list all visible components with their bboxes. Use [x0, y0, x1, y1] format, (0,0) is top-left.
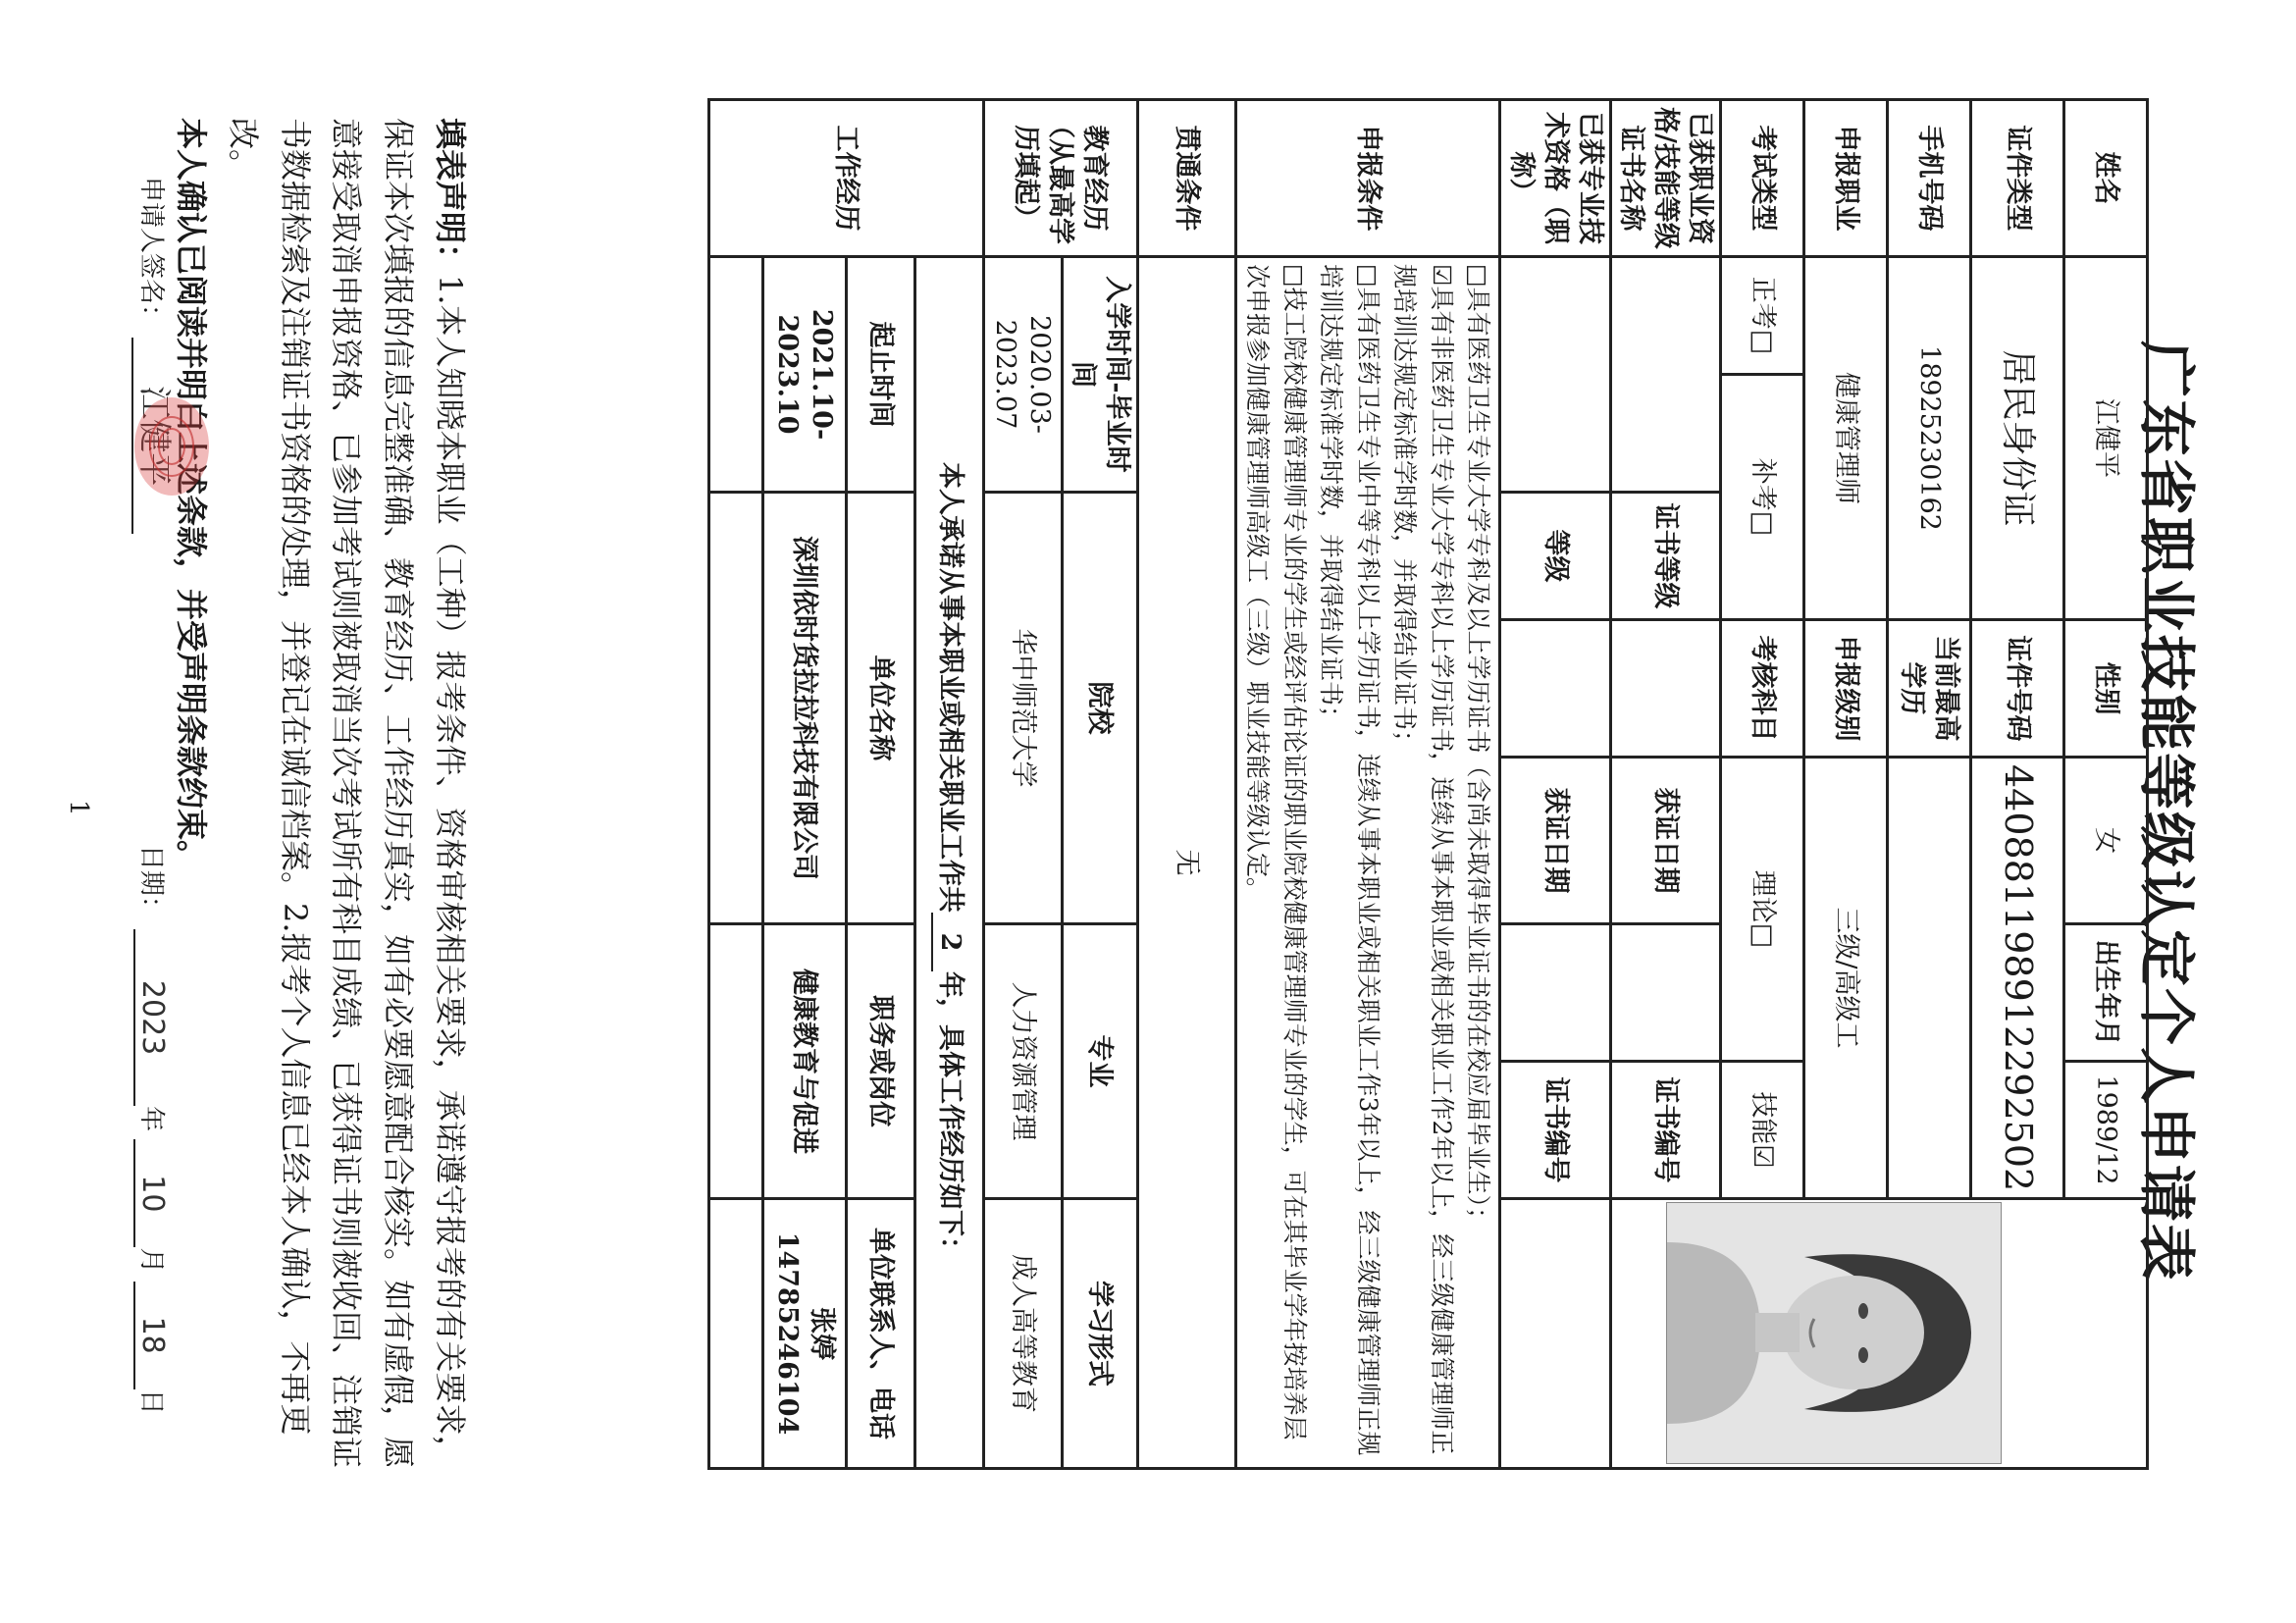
work-company: 深圳依时货拉拉科技有限公司	[762, 493, 846, 924]
work-header-company: 单位名称	[846, 493, 914, 924]
phone-label: 手机号码	[1888, 100, 1971, 257]
condition-item[interactable]: □具有医药卫生专业中等专科以上学历证书，连续从事本职业或相关职业工作3年以上，经三级健康管理师正规培训达规定标准学时数，并取得结业证书；	[1317, 264, 1383, 1456]
declaration-confirm: 本人确认已阅读并明白上述条款，并受声明条款约束。	[173, 118, 211, 872]
education-label: 教育经历（从最高学历填起）	[983, 100, 1137, 257]
subject-option-2[interactable]: 技能☑	[1721, 1062, 1804, 1199]
name-label: 姓名	[2064, 100, 2148, 257]
through-value: 无	[1137, 257, 1235, 1469]
cert-level-label: 证书等级	[1610, 493, 1720, 620]
exam-type-option-1[interactable]: 正考□	[1721, 257, 1804, 375]
fingerprint-mark	[128, 393, 216, 500]
level2-label: 等级	[1500, 493, 1610, 620]
work-time: 2021.10-2023.10	[762, 257, 846, 493]
edu-value	[1888, 758, 1971, 1199]
application-table	[707, 98, 2149, 1470]
declaration	[165, 118, 476, 1472]
work-position: 健康教育与促进	[762, 924, 846, 1199]
work-contact: 张婷 14785246104	[762, 1199, 846, 1469]
subject-option-1[interactable]: 理论□	[1721, 758, 1804, 1062]
id-no-label: 证件号码	[1971, 620, 2064, 758]
through-label: 贯通条件	[1137, 100, 1235, 257]
job-value: 健康管理师	[1804, 257, 1888, 620]
table-row	[983, 100, 1062, 1469]
qualification-label: 已获职业资格/技能等级证书名称	[1610, 100, 1720, 257]
exam-type-label: 考试类型	[1721, 100, 1804, 257]
work-empty-cell	[708, 493, 762, 924]
id-no-value: 440881198912292502	[1971, 758, 2064, 1199]
commit-prefix: 本人承诺从事本职业或相关职业工作共	[934, 462, 965, 913]
date-label: 日期：	[136, 844, 166, 921]
work-header-contact: 单位联系人、电话	[846, 1199, 914, 1469]
work-empty-cell	[708, 924, 762, 1199]
edu-header-school: 院校	[1062, 493, 1137, 924]
edu-header-form: 学习形式	[1062, 1199, 1137, 1469]
gender-value: 女	[2064, 758, 2148, 924]
work-empty-cell	[708, 257, 762, 493]
work-commitment	[914, 257, 983, 1469]
photo-cell	[1610, 1199, 2147, 1469]
id-type-label: 证件类型	[1971, 100, 2064, 257]
qualification-value	[1610, 257, 1720, 493]
month-unit: 月	[136, 1247, 166, 1274]
day-unit: 日	[136, 1388, 166, 1415]
sign-label: 申请人签名：	[136, 177, 166, 331]
edu-label: 当前最高学历	[1888, 620, 1971, 758]
table-row	[762, 100, 846, 1469]
page-number: 1	[64, 800, 93, 816]
conditions-list	[1235, 257, 1500, 1469]
cert-level-value	[1610, 620, 1720, 758]
birth-value: 1989/12	[2064, 1062, 2148, 1199]
edu-major: 人力资源管理	[983, 924, 1062, 1199]
subject-label: 考核科目	[1721, 620, 1804, 758]
work-empty-cell	[708, 1199, 762, 1469]
signature[interactable]: 江健平	[131, 338, 182, 534]
job-label: 申报职业	[1804, 100, 1888, 257]
gender-label: 性别	[2064, 620, 2148, 758]
table-row	[708, 100, 762, 1469]
exam-type-option-2[interactable]: 补考□	[1721, 375, 1804, 620]
name-value: 江健平	[2064, 257, 2148, 620]
title-value	[1500, 257, 1610, 493]
condition-item[interactable]: ☑具有非医药卫生专业大学专科以上学历证书，连续从事本职业或相关职业工作2年以上，经三级健康管理师正规培训达规定标准学时数，并取得结业证书；	[1390, 264, 1456, 1455]
level-value: 三级/高级工	[1804, 758, 1888, 1199]
commit-years: 2	[931, 913, 967, 971]
cert-no-label: 证书编号	[1610, 1062, 1720, 1199]
birth-label: 出生年月	[2064, 924, 2148, 1062]
edu-header-major: 专业	[1062, 924, 1137, 1199]
work-header-position: 职务或岗位	[846, 924, 914, 1199]
edu-header-time: 入学时间-毕业时间	[1062, 257, 1137, 493]
edu-time: 2020.03-2023.07	[983, 257, 1062, 493]
signature-line	[131, 177, 182, 1492]
phone-value: 18925230162	[1888, 257, 1971, 620]
edu-school: 华中师范大学	[983, 493, 1062, 924]
date-year[interactable]: 2023	[133, 929, 170, 1106]
cert-date-label: 获证日期	[1610, 758, 1720, 924]
commit-suffix: 年，具体工作经历如下：	[934, 971, 965, 1263]
condition-item[interactable]: □具有医药卫生专业大学专科及以上学历证书（含尚未取得毕业证书的在校应届毕业生）；	[1464, 264, 1493, 1232]
level2-value	[1500, 620, 1610, 758]
work-header-time: 起止时间	[846, 257, 914, 493]
declaration-text: 1.本人知晓本职业（工种）报考条件、资格审核相关要求，承诺遵守报考的有关要求，保证本次填报的信息完整准确、教育经历、工作经历真实，如有必要愿意配合核实。如有虚假，愿意接受取消申报资格、已参加考试则被取消当次考试所有科目成绩、已获得证书则被收回、注销证书数据检索及注销证书资格的处理，并登记在诚信档案。2.报考个人信息已经本人确认，不再更改。	[224, 118, 469, 1469]
conditions-label: 申报条件	[1235, 100, 1500, 257]
level-label: 申报级别	[1804, 620, 1888, 758]
form-title: 广东省职业技能等级认定个人申请表	[2133, 340, 2200, 1283]
no2-value	[1500, 1199, 1610, 1469]
no2-label: 证书编号	[1500, 1062, 1610, 1199]
declaration-heading: 填表声明：	[432, 118, 469, 276]
id-type-value: 居民身份证	[1971, 257, 2064, 620]
date-month[interactable]: 10	[133, 1139, 170, 1247]
date-day[interactable]: 18	[133, 1282, 170, 1389]
cert-date-value	[1610, 924, 1720, 1062]
condition-item[interactable]: □技工院校健康管理师专业的学生或经评估论证的职业院校健康管理师专业的学生，可在其毕业学年按培养层次申报参加健康管理师高级工（三级）职业技能等级认定。	[1243, 264, 1309, 1440]
title-label: 已获专业技术资格（职称）	[1500, 100, 1610, 257]
edu-form: 成人高等教育	[983, 1199, 1062, 1469]
date2-label: 获证日期	[1500, 758, 1610, 924]
date2-value	[1500, 924, 1610, 1062]
year-unit: 年	[136, 1106, 166, 1132]
declaration-body	[217, 118, 476, 1472]
work-label: 工作经历	[708, 100, 983, 257]
